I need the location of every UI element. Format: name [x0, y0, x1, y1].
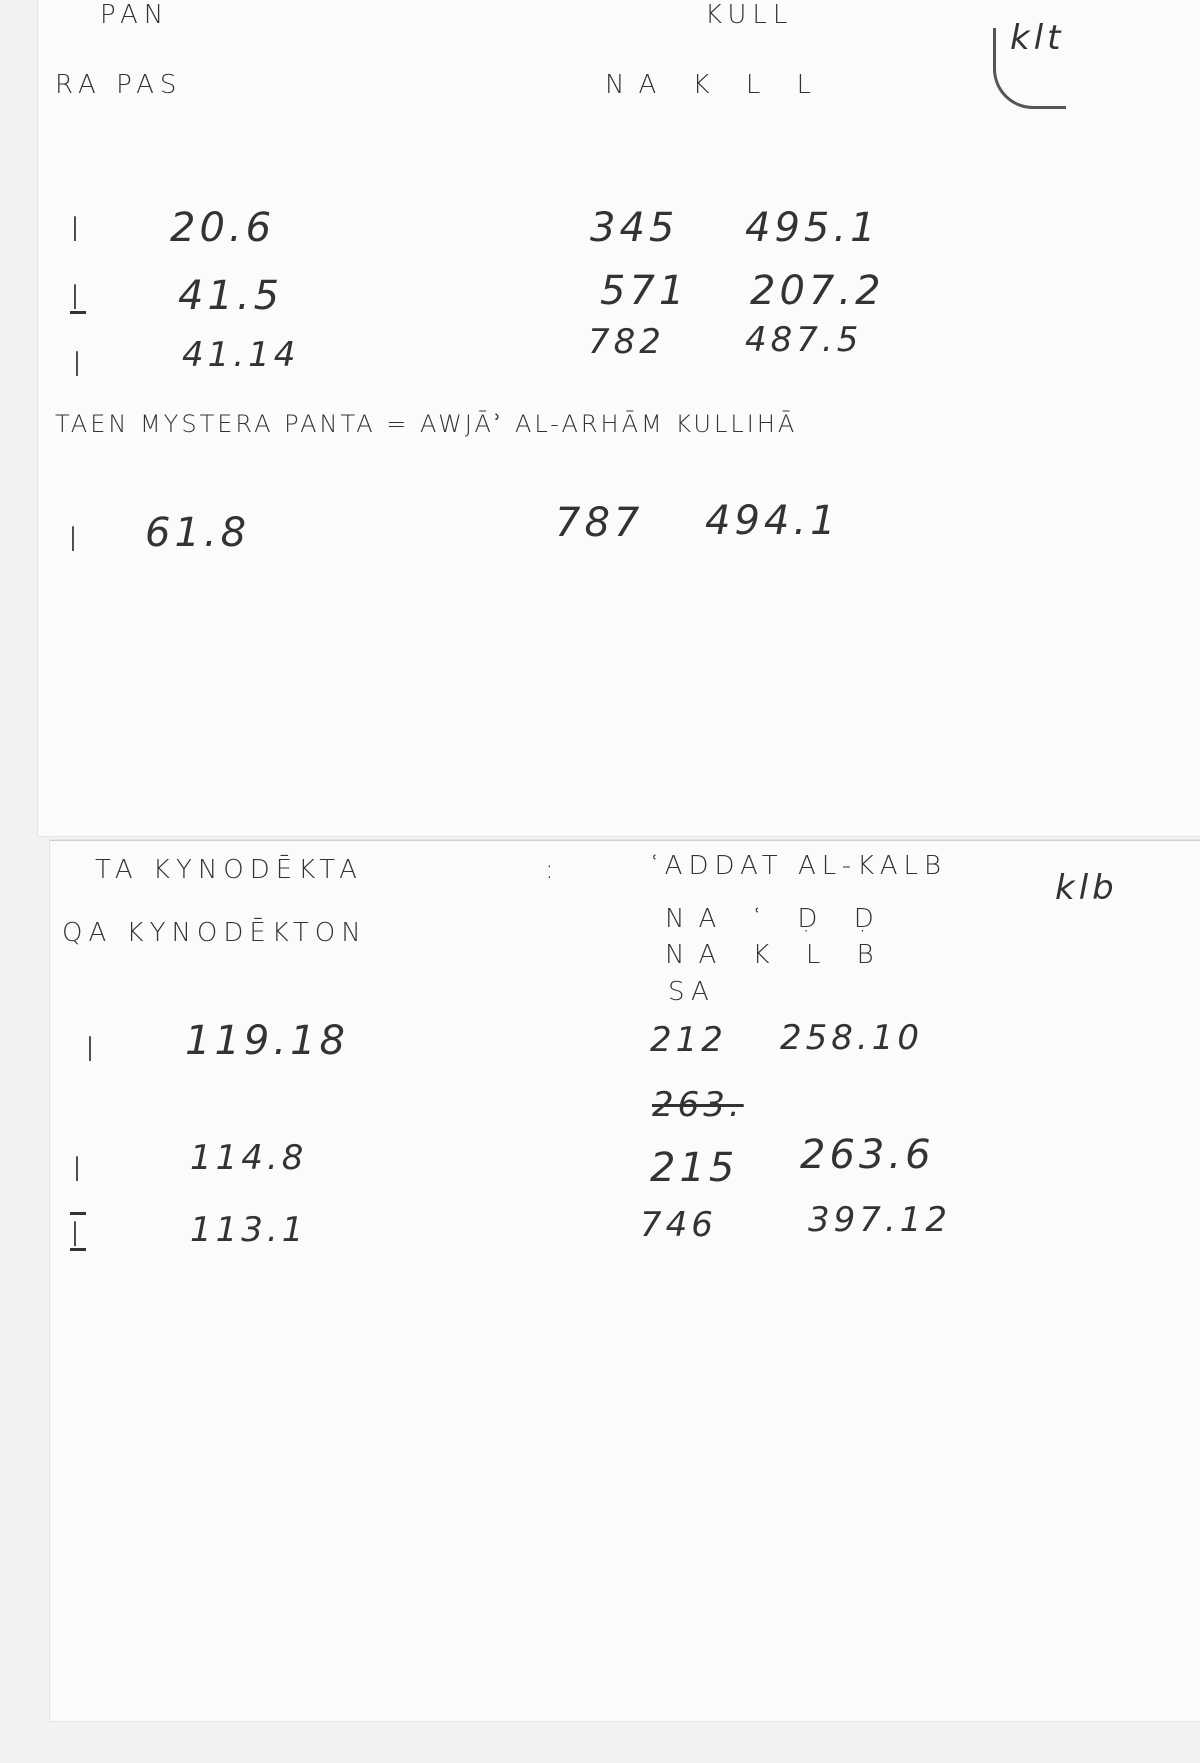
card1-note: TAEN MYSTERA PANTA = AWJĀʾ AL-ARHĀM KULLIHĀ [55, 410, 798, 438]
card2-heading-greek: TA KYNODĒKTA [95, 855, 363, 885]
card2-row2-b: 263.6 [800, 1132, 935, 1178]
card1-row1-b: 495.1 [745, 205, 880, 251]
card1-row2-ref: 41.5 [178, 273, 284, 319]
card2-row2-a: 215 [650, 1145, 739, 1191]
card1-row1-ref: 20.6 [170, 205, 276, 251]
card1-row2-roman: I [70, 278, 87, 318]
card1-margin-mark: klt [1010, 18, 1065, 58]
card1-row2-b: 207.2 [750, 268, 885, 314]
card2-margin-mark: klb [1055, 868, 1118, 908]
card1-subheading-greek: RA PAS [55, 70, 183, 100]
card1-subheading-arabic: NA K L L [605, 70, 826, 100]
card1-row3-roman: I [72, 345, 89, 385]
card2-subheading-arabic-3: SA [668, 977, 715, 1007]
card2-row1-b: 258.10 [780, 1018, 923, 1058]
card1-extra-b: 494.1 [705, 498, 840, 544]
card1-extra-ref: 61.8 [145, 510, 251, 556]
card2-subheading-arabic-1: NA ʿ Ḍ Ḍ [665, 904, 888, 934]
card1-row1-a: 345 [590, 205, 679, 251]
card1-row3-b: 487.5 [745, 320, 863, 360]
card1-extra-roman: I [68, 520, 85, 560]
card2-subheading-greek: QA KYNODĒKTON [62, 918, 367, 948]
card1-heading-arabic: KULL [705, 0, 794, 30]
card1-extra-a: 787 [555, 500, 644, 546]
card1-row3-a: 782 [588, 322, 665, 362]
card2-row3-ref: 113.1 [190, 1210, 308, 1250]
card2-row3-b: 397.12 [808, 1200, 951, 1240]
card1-heading-greek: PAN [100, 0, 170, 30]
card2-row1-a: 212 [650, 1020, 727, 1060]
card2-row2-ref: 114.8 [190, 1138, 308, 1178]
card2-row1-ref: 119.18 [185, 1018, 349, 1064]
card2-row1-roman: I [85, 1030, 102, 1070]
card2-subheading-arabic-2: NA K L B [665, 940, 888, 970]
card2-heading-arabic: ʿADDAT AL-KALB [650, 851, 948, 881]
card2-struck-number: 263. [652, 1085, 744, 1125]
index-card-2 [50, 840, 1200, 1721]
card1-row3-ref: 41.14 [182, 335, 300, 375]
card1-row1-roman: I [70, 210, 87, 250]
card2-row3-roman: I [70, 1215, 87, 1255]
card2-row2-roman: I [72, 1150, 89, 1190]
card2-row3-a: 746 [640, 1205, 717, 1245]
card2-heading-colon: : [545, 855, 560, 885]
card1-row2-a: 571 [600, 268, 689, 314]
